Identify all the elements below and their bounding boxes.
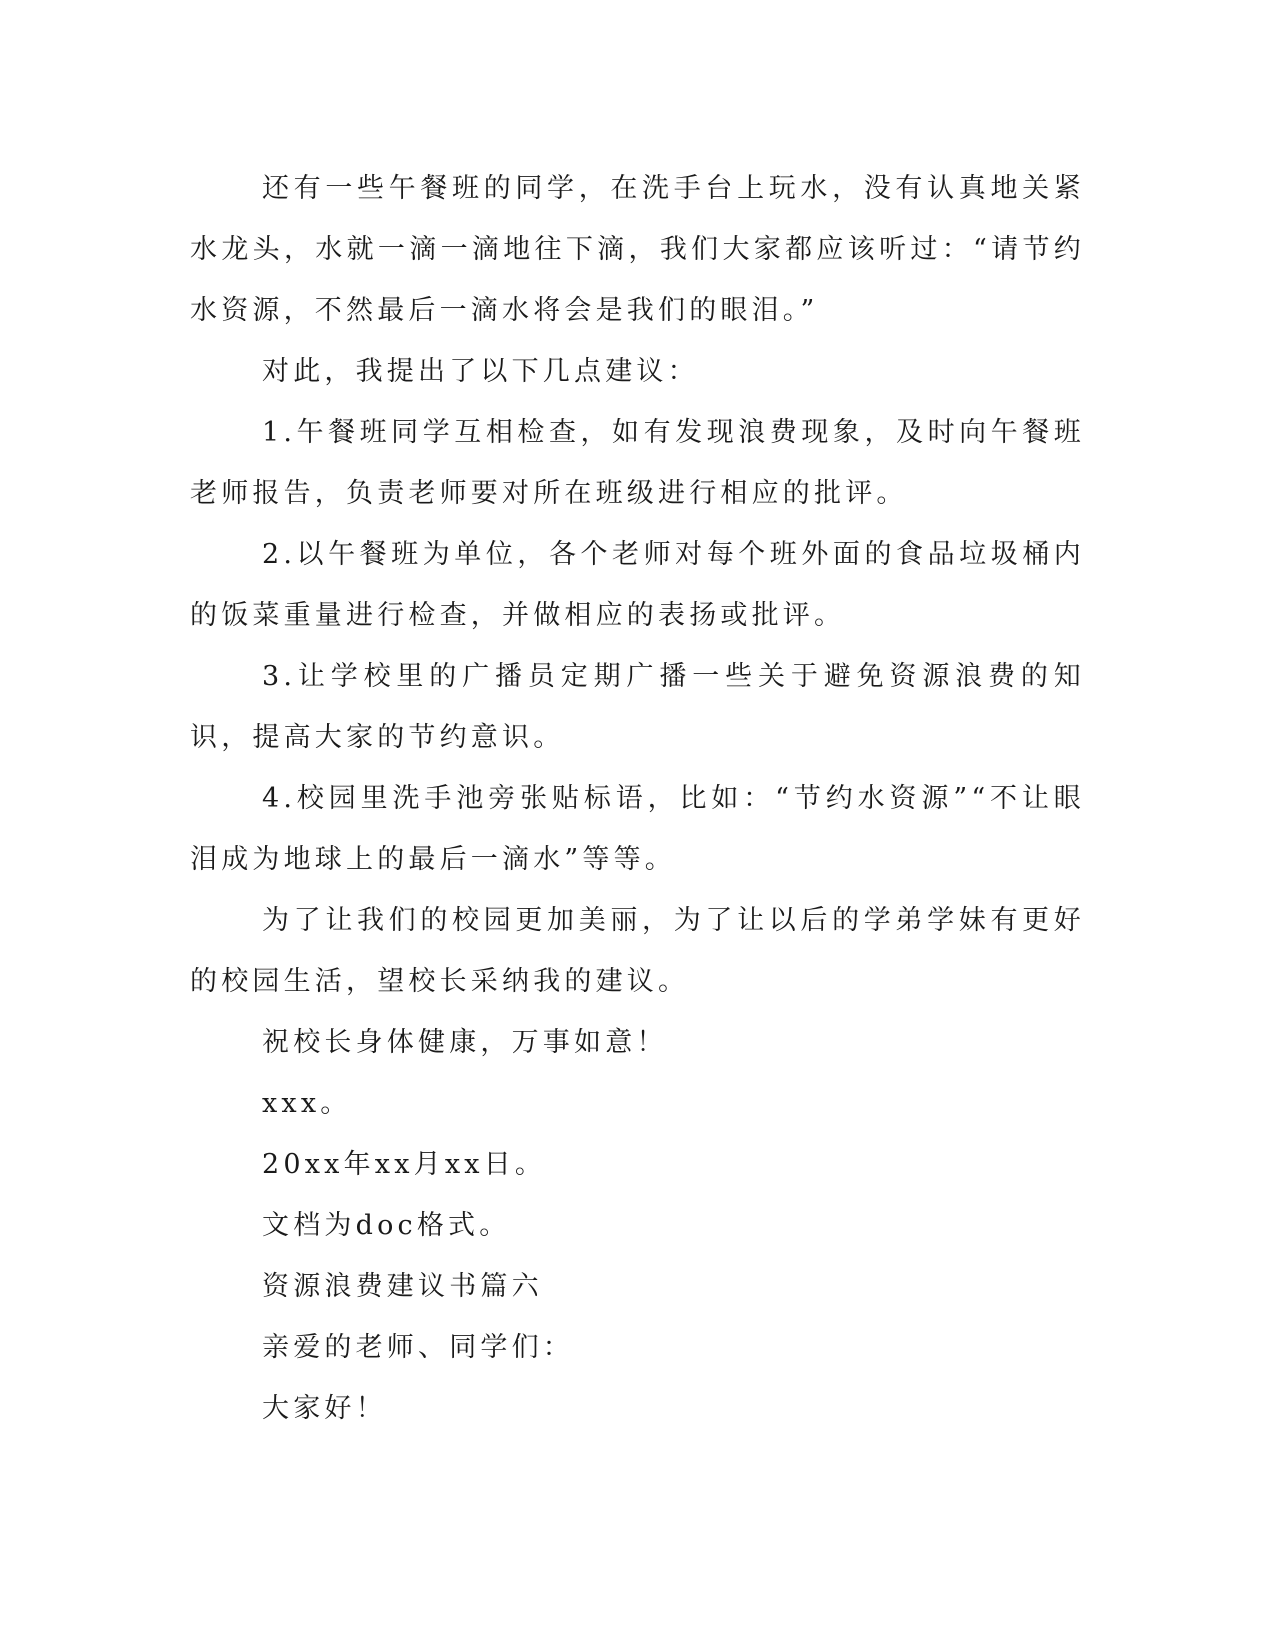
greeting: 大家好！ (262, 1393, 387, 1424)
paragraph-suggestion-4: 4.校园里洗手池旁张贴标语，比如：“节约水资源”“不让眼泪成为地球上的最后一滴水”等等。 (190, 783, 1085, 875)
signature-name: xxx。 (262, 1088, 352, 1119)
paragraph-suggestion-2: 2.以午餐班为单位，各个老师对每个班外面的食品垃圾桶内的饭菜重量进行检查，并做相应的表扬或批评。 (190, 539, 1085, 631)
salutation: 亲爱的老师、同学们： (262, 1332, 574, 1363)
signature-date: 20xx年xx月xx日。 (262, 1149, 547, 1180)
paragraph-water-waste: 还有一些午餐班的同学，在洗手台上玩水，没有认真地关紧水龙头，水就一滴一滴地往下滴，我们大家都应该听过：“请节约水资源，不然最后一滴水将会是我们的眼泪。” (190, 173, 1085, 326)
paragraph-suggestion-3: 3.让学校里的广播员定期广播一些关于避免资源浪费的知识，提高大家的节约意识。 (190, 661, 1085, 753)
format-note: 文档为doc格式。 (262, 1210, 511, 1241)
paragraph-suggestion-1: 1.午餐班同学互相检查，如有发现浪费现象，及时向午餐班老师报告，负责老师要对所在班级进行相应的批评。 (190, 417, 1085, 509)
paragraph-suggestions-intro: 对此，我提出了以下几点建议： (262, 356, 699, 387)
document-body (190, 158, 1085, 1439)
section-title: 资源浪费建议书篇六 (262, 1271, 543, 1302)
paragraph-wishes: 祝校长身体健康，万事如意！ (262, 1027, 668, 1058)
paragraph-conclusion: 为了让我们的校园更加美丽，为了让以后的学弟学妹有更好的校园生活，望校长采纳我的建议。 (190, 905, 1085, 997)
